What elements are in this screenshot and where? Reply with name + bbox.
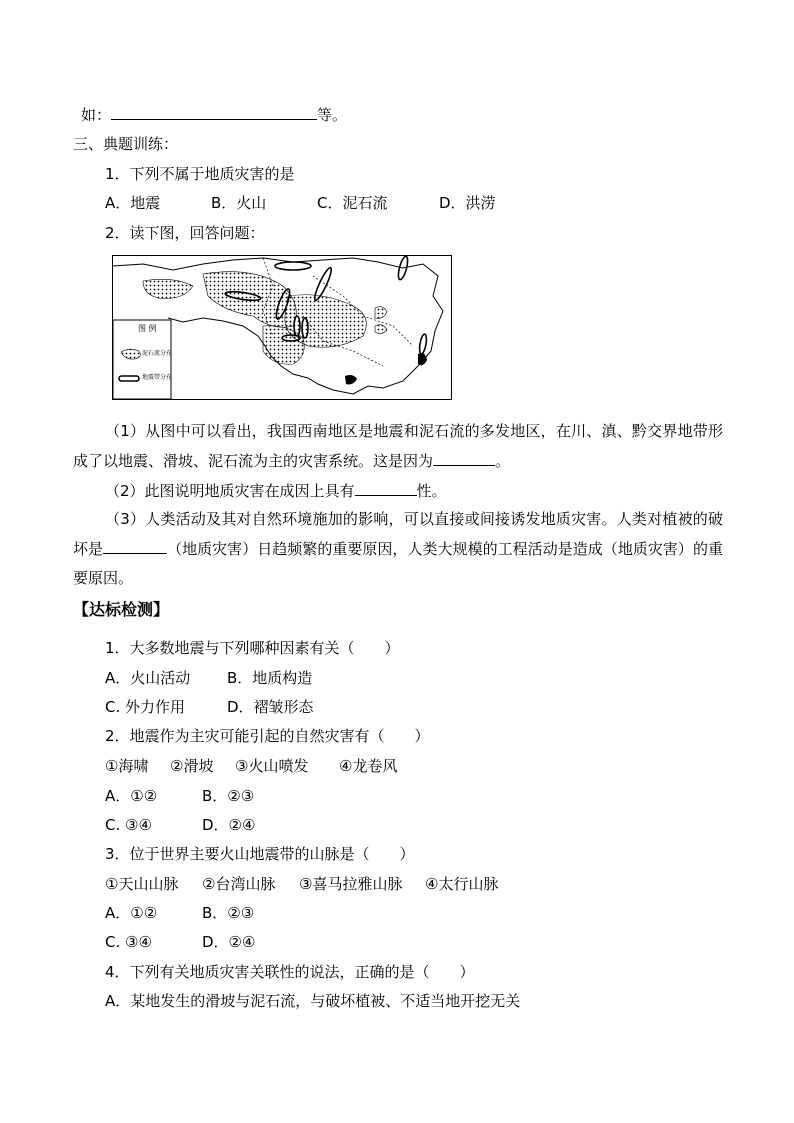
question-stem: 3．位于世界主要火山地震带的山脉是（ ） xyxy=(105,845,415,863)
intro-suffix: 等。 xyxy=(317,106,348,124)
legend-earthquake-belt: 地震带分布 xyxy=(142,374,173,381)
question-stem: 1．下列不属于地质灾害的是 xyxy=(105,165,295,183)
choice-items-row xyxy=(105,756,397,776)
intro-prefix: 如： xyxy=(81,106,112,124)
options-row xyxy=(105,668,312,688)
sub-question-2 xyxy=(105,481,447,501)
option-b: B．②③ xyxy=(202,787,255,805)
choice-item: ②台湾山脉 xyxy=(202,875,276,893)
option-c: C. ③④ xyxy=(105,816,152,834)
option-d: D．②④ xyxy=(202,816,256,834)
legend-title: 图 例 xyxy=(138,324,157,333)
option-b: B．②③ xyxy=(202,904,255,922)
question-stem: 1．大多数地震与下列哪种因素有关（ ） xyxy=(105,639,400,657)
choice-item: ③火山喷发 xyxy=(235,757,309,775)
options-row xyxy=(105,697,314,717)
choice-item: ③喜马拉雅山脉 xyxy=(299,875,403,893)
sub-question-1-end: 。 xyxy=(495,451,511,470)
sub-question-1 xyxy=(73,417,723,476)
options-row xyxy=(105,932,255,952)
legend-debris-flow: 泥石流分布 xyxy=(142,350,173,357)
option-a: A．①② xyxy=(105,904,158,922)
choice-item: ②滑坡 xyxy=(170,757,214,775)
option-d: D．洪涝 xyxy=(439,194,496,212)
options-row xyxy=(105,903,254,923)
sub-question-3 xyxy=(73,505,723,594)
option-b: B．火山 xyxy=(211,194,267,212)
option-a: A．①② xyxy=(105,787,158,805)
question-stem: 2．读下图，回答问题： xyxy=(105,224,265,242)
answer-blank[interactable] xyxy=(355,481,417,496)
option-c: C．泥石流 xyxy=(317,194,388,212)
sub-question-3-text-b: （地质灾害）日趋频繁的重要原因，人类大规模的工程活动是造成（地质灾害）的重要原因。 xyxy=(73,539,723,587)
option-a: A．火山活动 xyxy=(105,669,191,687)
answer-blank[interactable] xyxy=(111,105,317,120)
question-stem: 4．下列有关地质灾害关联性的说法，正确的是（ ） xyxy=(105,963,475,981)
sub-question-1-text: （1）从图中可以看出，我国西南地区是地震和泥石流的多发地区，在川、滇、黔交界地带形成了以地震、滑坡、泥石流为主的灾害系统。这是因为 xyxy=(73,422,723,470)
intro-line xyxy=(81,105,347,125)
answer-blank[interactable] xyxy=(103,539,167,554)
choice-item: ①天山山脉 xyxy=(105,875,179,893)
choice-item: ④太行山脉 xyxy=(425,875,499,893)
sub-question-3-text-a: （3）人类活动及其对自然环境施加的影响，可以直接或间接诱发地质灾害。人类对植被的破坏是 xyxy=(73,510,723,558)
choice-item: ①海啸 xyxy=(105,757,149,775)
options-row xyxy=(105,815,255,835)
choice-item: ④龙卷风 xyxy=(339,757,398,775)
option-d: D．②④ xyxy=(202,933,256,951)
option-a: A．地震 xyxy=(105,194,161,212)
options-row xyxy=(105,786,254,806)
option-c: C. 外力作用 xyxy=(105,698,186,716)
answer-blank[interactable] xyxy=(433,451,495,466)
section-title: 【达标检测】 xyxy=(73,600,170,619)
china-hazard-map xyxy=(112,255,452,400)
option-b: B．地质构造 xyxy=(227,669,313,687)
option-a: A．某地发生的滑坡与泥石流，与破坏植被、不适当地开挖无关 xyxy=(105,992,521,1010)
choice-items-row xyxy=(105,874,498,894)
sub-question-2-end: 性。 xyxy=(416,482,447,500)
option-c: C. ③④ xyxy=(105,933,152,951)
sub-question-2-text: （2）此图说明地质灾害在成因上具有 xyxy=(105,482,355,500)
option-d: D．褶皱形态 xyxy=(227,698,314,716)
question-stem: 2．地震作为主灾可能引起的自然灾害有（ ） xyxy=(105,727,430,745)
section-title: 三、典题训练： xyxy=(73,135,179,153)
options-row xyxy=(105,193,496,213)
